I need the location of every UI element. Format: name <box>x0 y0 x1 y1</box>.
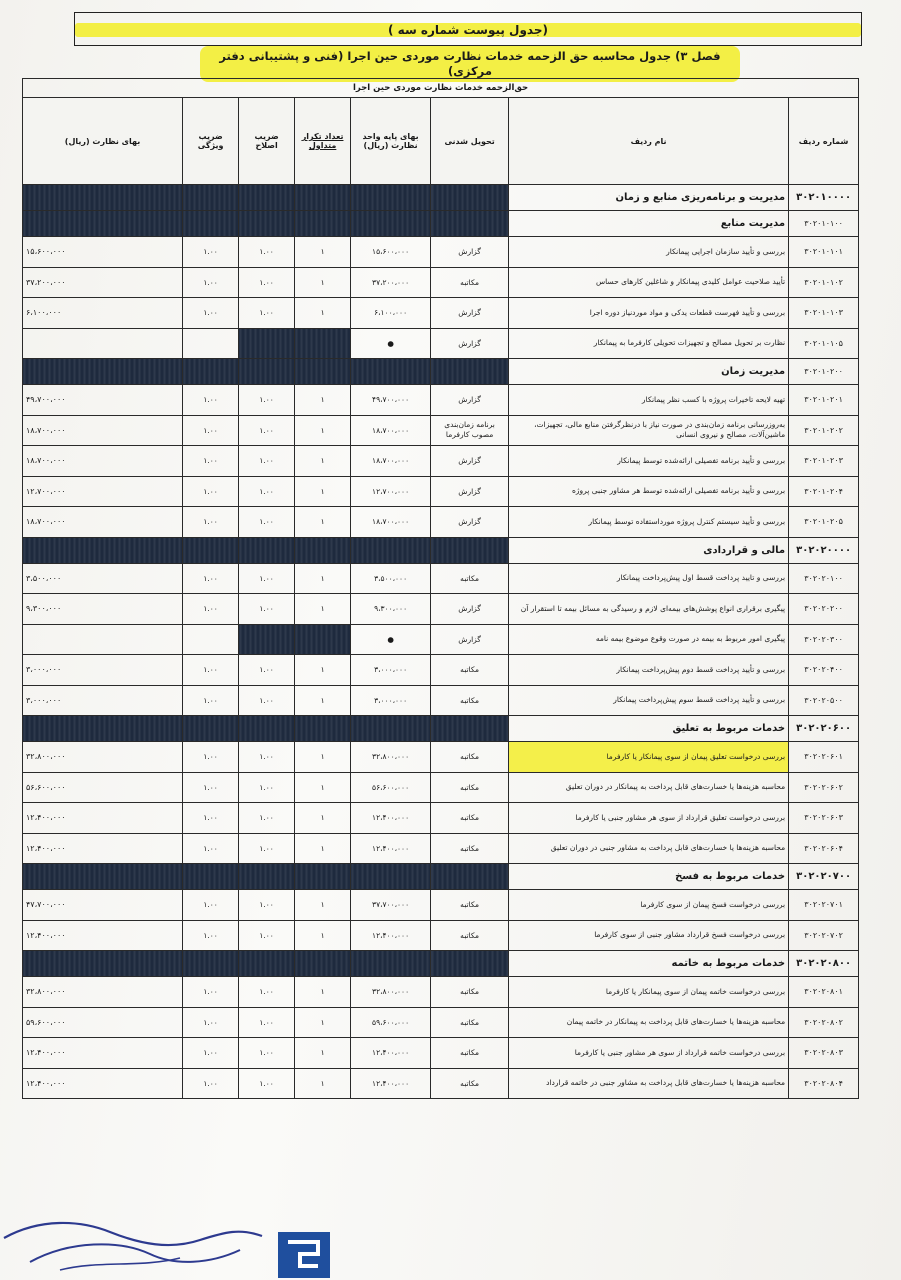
row-base-price: ۱۲،۴۰۰،۰۰۰ <box>351 833 431 864</box>
row-total: ۶،۱۰۰،۰۰۰ <box>23 298 183 329</box>
table-row <box>23 1068 859 1099</box>
row-special: ۱.۰۰ <box>183 655 239 686</box>
attachment-title: (جدول پیوست شماره سه ) <box>75 23 861 37</box>
shaded-cell <box>23 716 183 742</box>
row-repeat: ۱ <box>295 803 351 834</box>
row-code: ۳۰۲۰۱۰۲۰۱ <box>789 385 859 416</box>
row-total: ۳۲،۸۰۰،۰۰۰ <box>23 742 183 773</box>
table-row <box>23 446 859 477</box>
row-correction: ۱.۰۰ <box>239 446 295 477</box>
row-total: ۳،۵۰۰،۰۰۰ <box>23 563 183 594</box>
shaded-cell <box>239 211 295 237</box>
table-row <box>23 624 859 655</box>
attachment-title-box <box>74 12 862 46</box>
row-repeat: ۱ <box>295 385 351 416</box>
row-repeat: ۱ <box>295 977 351 1008</box>
shaded-cell <box>183 864 239 890</box>
row-repeat: ۱ <box>295 507 351 538</box>
table-row <box>23 1038 859 1069</box>
row-special: ۱.۰۰ <box>183 920 239 951</box>
row-code: ۳۰۲۰۲۰۰۰۰ <box>789 537 859 563</box>
row-base-price: ۱۲،۷۰۰،۰۰۰ <box>351 476 431 507</box>
table-row <box>23 977 859 1008</box>
row-code: ۳۰۲۰۲۰۸۰۴ <box>789 1068 859 1099</box>
section-row <box>23 185 859 211</box>
row-base-price: ۳۲،۸۰۰،۰۰۰ <box>351 742 431 773</box>
row-base-price: ۳۲،۸۰۰،۰۰۰ <box>351 977 431 1008</box>
table-row <box>23 267 859 298</box>
row-description: محاسبه هزینه‌ها یا خسارت‌های قابل پرداخت به مشاور جنبی در خاتمه قرارداد <box>509 1068 789 1099</box>
row-special: ۱.۰۰ <box>183 563 239 594</box>
row-code: ۳۰۲۰۱۰۲۰۴ <box>789 476 859 507</box>
row-code: ۳۰۲۰۲۰۸۰۰ <box>789 951 859 977</box>
row-correction: ۱.۰۰ <box>239 563 295 594</box>
chapter-title: فصل ۳) جدول محاسبه حق الزحمه خدمات نظارت موردی حین اجرا (فنی و پشتیبانی دفتر مرکزی) <box>200 46 740 82</box>
section-row <box>23 951 859 977</box>
row-description: محاسبه هزینه‌ها یا خسارت‌های قابل پرداخت به پیمانکار در دوران تعلیق <box>509 772 789 803</box>
subsection-title: مدیریت منابع <box>509 211 789 237</box>
row-special: ۱.۰۰ <box>183 385 239 416</box>
shaded-cell <box>239 624 295 655</box>
shaded-cell <box>431 185 509 211</box>
row-base-price: ۳۷،۲۰۰،۰۰۰ <box>351 267 431 298</box>
section-row <box>23 716 859 742</box>
row-description: محاسبه هزینه‌ها یا خسارت‌های قابل پرداخت به پیمانکار در خاتمه پیمان <box>509 1007 789 1038</box>
row-description: بەروزرسانی برنامه زمان‌بندی در صورت نیاز با درنظرگرفتن منابع مالی، تجهیزات، ماشین‌آلات، مصالح و نیروی انسانی <box>509 415 789 446</box>
table-row <box>23 563 859 594</box>
row-description: بررسی درخواست تعلیق پیمان از سوی پیمانکار یا کارفرما <box>509 742 789 773</box>
row-base-price: ۳،۰۰۰،۰۰۰ <box>351 685 431 716</box>
row-special: ۱.۰۰ <box>183 298 239 329</box>
shaded-cell <box>183 537 239 563</box>
shaded-cell <box>239 716 295 742</box>
row-special: ۱.۰۰ <box>183 446 239 477</box>
table-row <box>23 685 859 716</box>
row-code: ۳۰۲۰۲۰۶۰۴ <box>789 833 859 864</box>
table-row <box>23 655 859 686</box>
row-special: ۱.۰۰ <box>183 772 239 803</box>
row-description: تهیه لایحه تاخیرات پروژه با کسب نظر پیمانکار <box>509 385 789 416</box>
row-base-price: ۱۲،۴۰۰،۰۰۰ <box>351 920 431 951</box>
row-repeat: ۱ <box>295 476 351 507</box>
table-row <box>23 237 859 268</box>
col-special: ضریب ویژگی <box>183 98 239 185</box>
row-code: ۳۰۲۰۲۰۶۰۳ <box>789 803 859 834</box>
row-correction: ۱.۰۰ <box>239 415 295 446</box>
row-code: ۳۰۲۰۱۰۱۰۲ <box>789 267 859 298</box>
row-repeat: ۱ <box>295 594 351 625</box>
shaded-cell <box>183 359 239 385</box>
col-delivery: تحویل شدنی <box>431 98 509 185</box>
shaded-cell <box>431 211 509 237</box>
row-base-price: ۵۶،۶۰۰،۰۰۰ <box>351 772 431 803</box>
row-special: ۱.۰۰ <box>183 977 239 1008</box>
row-repeat: ۱ <box>295 237 351 268</box>
row-special: ۱.۰۰ <box>183 685 239 716</box>
shaded-cell <box>239 359 295 385</box>
row-special: ۱.۰۰ <box>183 415 239 446</box>
row-repeat: ۱ <box>295 655 351 686</box>
shaded-cell <box>239 328 295 359</box>
row-correction: ۱.۰۰ <box>239 1068 295 1099</box>
row-repeat: ۱ <box>295 267 351 298</box>
row-total: ۴۹،۷۰۰،۰۰۰ <box>23 385 183 416</box>
row-code: ۳۰۲۰۲۰۸۰۳ <box>789 1038 859 1069</box>
row-total: ۳۲،۸۰۰،۰۰۰ <box>23 977 183 1008</box>
shaded-cell <box>295 537 351 563</box>
table-row <box>23 890 859 921</box>
empty-cell <box>183 624 239 655</box>
row-bullet: ● <box>351 328 431 359</box>
signature-drawing <box>0 1210 270 1280</box>
row-total: ۱۲،۴۰۰،۰۰۰ <box>23 1068 183 1099</box>
table-row <box>23 507 859 538</box>
row-code: ۳۰۲۰۲۰۶۰۱ <box>789 742 859 773</box>
table-row <box>23 594 859 625</box>
empty-cell <box>183 328 239 359</box>
row-code: ۳۰۲۰۱۰۱۰۱ <box>789 237 859 268</box>
shaded-cell <box>239 537 295 563</box>
empty-cell <box>23 624 183 655</box>
shaded-cell <box>431 537 509 563</box>
row-total: ۹،۳۰۰،۰۰۰ <box>23 594 183 625</box>
row-deliverable: مکاتبه <box>431 803 509 834</box>
row-code: ۳۰۲۰۱۰۲۰۳ <box>789 446 859 477</box>
shaded-cell <box>351 864 431 890</box>
shaded-cell <box>239 951 295 977</box>
row-base-price: ۴۹،۷۰۰،۰۰۰ <box>351 385 431 416</box>
row-deliverable: گزارش <box>431 624 509 655</box>
row-code: ۳۰۲۰۲۰۷۰۱ <box>789 890 859 921</box>
row-special: ۱.۰۰ <box>183 890 239 921</box>
row-description: بررسی و تأیید برنامه تفصیلی ارائه‌شده توسط پیمانکار <box>509 446 789 477</box>
row-code: ۳۰۲۰۱۰۱۰۰ <box>789 211 859 237</box>
row-total: ۳،۰۰۰،۰۰۰ <box>23 685 183 716</box>
shaded-cell <box>295 951 351 977</box>
shaded-cell <box>295 624 351 655</box>
row-deliverable: مکاتبه <box>431 563 509 594</box>
row-repeat: ۱ <box>295 1068 351 1099</box>
row-code: ۳۰۲۰۲۰۸۰۲ <box>789 1007 859 1038</box>
row-correction: ۱.۰۰ <box>239 476 295 507</box>
row-correction: ۱.۰۰ <box>239 803 295 834</box>
row-description: بررسی و تایید پرداخت قسط اول پیش‌پرداخت پیمانکار <box>509 563 789 594</box>
table-row <box>23 742 859 773</box>
row-total: ۱۲،۴۰۰،۰۰۰ <box>23 1038 183 1069</box>
table-header-row <box>23 98 859 185</box>
row-base-price: ۱۵،۶۰۰،۰۰۰ <box>351 237 431 268</box>
row-code: ۳۰۲۰۲۰۱۰۰ <box>789 563 859 594</box>
section-title: مالی و قراردادی <box>509 537 789 563</box>
row-deliverable: گزارش <box>431 507 509 538</box>
row-total: ۵۶،۶۰۰،۰۰۰ <box>23 772 183 803</box>
row-total: ۱۸،۷۰۰،۰۰۰ <box>23 415 183 446</box>
row-description: پیگیری برقراری انواع پوشش‌های بیمه‌ای لازم و رسیدگی به مسائل بیمه تا استقرار آن <box>509 594 789 625</box>
table-row <box>23 920 859 951</box>
col-repeat: تعداد تکرار متداول <box>295 98 351 185</box>
row-special: ۱.۰۰ <box>183 1038 239 1069</box>
shaded-cell <box>239 185 295 211</box>
shaded-cell <box>351 951 431 977</box>
row-description: بررسی درخواست فسخ پیمان از سوی کارفرما <box>509 890 789 921</box>
row-correction: ۱.۰۰ <box>239 1007 295 1038</box>
row-description: بررسی و تأیید سیستم کنترل پروژه مورداستفاده توسط پیمانکار <box>509 507 789 538</box>
col-row-name: نام ردیف <box>509 98 789 185</box>
table-row <box>23 772 859 803</box>
row-repeat: ۱ <box>295 415 351 446</box>
row-repeat: ۱ <box>295 772 351 803</box>
shaded-cell <box>431 864 509 890</box>
row-deliverable: مکاتبه <box>431 1007 509 1038</box>
row-deliverable: مکاتبه <box>431 742 509 773</box>
row-code: ۳۰۲۰۱۰۲۰۲ <box>789 415 859 446</box>
shaded-cell <box>431 716 509 742</box>
row-special: ۱.۰۰ <box>183 594 239 625</box>
col-total: بهای نظارت (ریال) <box>23 98 183 185</box>
row-bullet: ● <box>351 624 431 655</box>
row-correction: ۱.۰۰ <box>239 920 295 951</box>
shaded-cell <box>351 359 431 385</box>
row-code: ۳۰۲۰۱۰۲۰۵ <box>789 507 859 538</box>
subsection-title: مدیریت زمان <box>509 359 789 385</box>
shaded-cell <box>23 537 183 563</box>
row-description: تأیید صلاحیت عوامل کلیدی پیمانکار و شاغلین کارهای حساس <box>509 267 789 298</box>
row-base-price: ۱۸،۷۰۰،۰۰۰ <box>351 415 431 446</box>
row-correction: ۱.۰۰ <box>239 267 295 298</box>
row-correction: ۱.۰۰ <box>239 507 295 538</box>
row-total: ۳،۰۰۰،۰۰۰ <box>23 655 183 686</box>
row-correction: ۱.۰۰ <box>239 977 295 1008</box>
shaded-cell <box>351 537 431 563</box>
row-base-price: ۱۸،۷۰۰،۰۰۰ <box>351 446 431 477</box>
empty-cell <box>23 328 183 359</box>
row-code: ۳۰۲۰۱۰۰۰۰ <box>789 185 859 211</box>
row-base-price: ۵۹،۶۰۰،۰۰۰ <box>351 1007 431 1038</box>
shaded-cell <box>183 716 239 742</box>
row-deliverable: گزارش <box>431 446 509 477</box>
shaded-cell <box>295 359 351 385</box>
row-deliverable: گزارش <box>431 298 509 329</box>
row-base-price: ۳،۰۰۰،۰۰۰ <box>351 655 431 686</box>
row-repeat: ۱ <box>295 685 351 716</box>
row-base-price: ۶،۱۰۰،۰۰۰ <box>351 298 431 329</box>
row-correction: ۱.۰۰ <box>239 1038 295 1069</box>
row-base-price: ۱۲،۴۰۰،۰۰۰ <box>351 1068 431 1099</box>
row-special: ۱.۰۰ <box>183 833 239 864</box>
row-deliverable: مکاتبه <box>431 1068 509 1099</box>
row-base-price: ۹،۳۰۰،۰۰۰ <box>351 594 431 625</box>
shaded-cell <box>183 211 239 237</box>
row-deliverable: گزارش <box>431 594 509 625</box>
row-deliverable: برنامه زمان‌بندی مصوب کارفرما <box>431 415 509 446</box>
shaded-cell <box>183 951 239 977</box>
shaded-cell <box>23 359 183 385</box>
row-deliverable: گزارش <box>431 476 509 507</box>
row-total: ۱۲،۴۰۰،۰۰۰ <box>23 803 183 834</box>
row-description: محاسبه هزینه‌ها یا خسارت‌های قابل پرداخت به مشاور جنبی در دوران تعلیق <box>509 833 789 864</box>
row-description: بررسی و تأیید پرداخت قسط دوم پیش‌پرداخت پیمانکار <box>509 655 789 686</box>
row-deliverable: مکاتبه <box>431 920 509 951</box>
row-repeat: ۱ <box>295 742 351 773</box>
row-deliverable: گزارش <box>431 385 509 416</box>
section-row <box>23 864 859 890</box>
row-correction: ۱.۰۰ <box>239 685 295 716</box>
row-base-price: ۳،۵۰۰،۰۰۰ <box>351 563 431 594</box>
row-code: ۳۰۲۰۲۰۷۰۰ <box>789 864 859 890</box>
section-title: خدمات مربوط به خاتمه <box>509 951 789 977</box>
shaded-cell <box>23 211 183 237</box>
row-repeat: ۱ <box>295 920 351 951</box>
shaded-cell <box>23 185 183 211</box>
row-description: بررسی و تأیید برنامه تفصیلی ارائه‌شده توسط هر مشاور جنبی پروژه <box>509 476 789 507</box>
row-total: ۱۲،۴۰۰،۰۰۰ <box>23 833 183 864</box>
row-total: ۱۸،۷۰۰،۰۰۰ <box>23 507 183 538</box>
table-row <box>23 476 859 507</box>
row-repeat: ۱ <box>295 446 351 477</box>
row-description: بررسی درخواست تعلیق قرارداد از سوی هر مشاور جنبی یا کارفرما <box>509 803 789 834</box>
row-special: ۱.۰۰ <box>183 267 239 298</box>
table-row <box>23 1007 859 1038</box>
fee-table <box>22 78 859 1099</box>
section-title: خدمات مربوط به تعلیق <box>509 716 789 742</box>
row-correction: ۱.۰۰ <box>239 890 295 921</box>
row-repeat: ۱ <box>295 833 351 864</box>
row-code: ۳۰۲۰۲۰۵۰۰ <box>789 685 859 716</box>
row-code: ۳۰۲۰۱۰۱۰۳ <box>789 298 859 329</box>
chapter-title-wrap <box>200 46 740 82</box>
shaded-cell <box>183 185 239 211</box>
row-repeat: ۱ <box>295 1038 351 1069</box>
row-total: ۱۸،۷۰۰،۰۰۰ <box>23 446 183 477</box>
row-description: بررسی درخواست خاتمه قرارداد از سوی هر مشاور جنبی یا کارفرما <box>509 1038 789 1069</box>
shaded-cell <box>23 864 183 890</box>
row-special: ۱.۰۰ <box>183 237 239 268</box>
row-deliverable: مکاتبه <box>431 890 509 921</box>
row-description: بررسی و تأیید فهرست قطعات یدکی و مواد موردنیاز دوره اجرا <box>509 298 789 329</box>
section-title: مدیریت و برنامه‌ریزی منابع و زمان <box>509 185 789 211</box>
row-description: پیگیری امور مربوط به بیمه در صورت وقوع موضوع بیمه نامه <box>509 624 789 655</box>
row-correction: ۱.۰۰ <box>239 385 295 416</box>
row-base-price: ۳۷،۷۰۰،۰۰۰ <box>351 890 431 921</box>
section-title: خدمات مربوط به فسخ <box>509 864 789 890</box>
shaded-cell <box>295 328 351 359</box>
table-row <box>23 328 859 359</box>
row-repeat: ۱ <box>295 298 351 329</box>
row-description: بررسی و تأیید پرداخت قسط سوم پیش‌پرداخت پیمانکار <box>509 685 789 716</box>
shaded-cell <box>351 185 431 211</box>
row-deliverable: مکاتبه <box>431 1038 509 1069</box>
row-deliverable: مکاتبه <box>431 772 509 803</box>
row-correction: ۱.۰۰ <box>239 594 295 625</box>
section-row <box>23 537 859 563</box>
row-base-price: ۱۲،۴۰۰،۰۰۰ <box>351 803 431 834</box>
col-base-price: بهای پایه واحد نظارت (ریال) <box>351 98 431 185</box>
subsection-row <box>23 359 859 385</box>
row-description: بررسی درخواست خاتمه پیمان از سوی پیمانکار یا کارفرما <box>509 977 789 1008</box>
row-repeat: ۱ <box>295 563 351 594</box>
row-total: ۱۵،۶۰۰،۰۰۰ <box>23 237 183 268</box>
row-base-price: ۱۸،۷۰۰،۰۰۰ <box>351 507 431 538</box>
row-total: ۱۲،۴۰۰،۰۰۰ <box>23 920 183 951</box>
row-repeat: ۱ <box>295 890 351 921</box>
row-total: ۵۹،۶۰۰،۰۰۰ <box>23 1007 183 1038</box>
shaded-cell <box>239 864 295 890</box>
shaded-cell <box>351 716 431 742</box>
shaded-cell <box>295 185 351 211</box>
row-special: ۱.۰۰ <box>183 1007 239 1038</box>
table-row <box>23 803 859 834</box>
row-special: ۱.۰۰ <box>183 1068 239 1099</box>
row-code: ۳۰۲۰۲۰۳۰۰ <box>789 624 859 655</box>
row-base-price: ۱۲،۴۰۰،۰۰۰ <box>351 1038 431 1069</box>
shaded-cell <box>351 211 431 237</box>
row-correction: ۱.۰۰ <box>239 655 295 686</box>
row-deliverable: گزارش <box>431 237 509 268</box>
row-deliverable: مکاتبه <box>431 833 509 864</box>
table-caption: حق‌الزحمه خدمات نظارت موردی حین اجرا <box>23 79 859 98</box>
shaded-cell <box>431 951 509 977</box>
row-code: ۳۰۲۰۲۰۲۰۰ <box>789 594 859 625</box>
shaded-cell <box>23 951 183 977</box>
row-description: بررسی درخواست فسخ قرارداد مشاور جنبی از سوی کارفرما <box>509 920 789 951</box>
row-code: ۳۰۲۰۱۰۲۰۰ <box>789 359 859 385</box>
row-deliverable: مکاتبه <box>431 685 509 716</box>
row-repeat: ۱ <box>295 1007 351 1038</box>
row-total: ۴۷،۷۰۰،۰۰۰ <box>23 890 183 921</box>
table-row <box>23 833 859 864</box>
row-special: ۱.۰۰ <box>183 476 239 507</box>
row-description: نظارت بر تحویل مصالح و تجهیزات تحویلی کارفرما به پیمانکار <box>509 328 789 359</box>
row-special: ۱.۰۰ <box>183 803 239 834</box>
row-code: ۳۰۲۰۱۰۱۰۵ <box>789 328 859 359</box>
row-correction: ۱.۰۰ <box>239 237 295 268</box>
row-correction: ۱.۰۰ <box>239 772 295 803</box>
row-correction: ۱.۰۰ <box>239 742 295 773</box>
row-deliverable: گزارش <box>431 328 509 359</box>
subsection-row <box>23 211 859 237</box>
table-row <box>23 415 859 446</box>
table-row <box>23 385 859 416</box>
row-code: ۳۰۲۰۲۰۶۰۰ <box>789 716 859 742</box>
row-code: ۳۰۲۰۲۰۷۰۲ <box>789 920 859 951</box>
row-deliverable: مکاتبه <box>431 655 509 686</box>
table-caption-row <box>23 79 859 98</box>
col-row-no: شماره ردیف <box>789 98 859 185</box>
row-correction: ۱.۰۰ <box>239 833 295 864</box>
row-special: ۱.۰۰ <box>183 742 239 773</box>
row-deliverable: مکاتبه <box>431 267 509 298</box>
row-correction: ۱.۰۰ <box>239 298 295 329</box>
col-correction: ضریب اصلاح <box>239 98 295 185</box>
row-code: ۳۰۲۰۲۰۴۰۰ <box>789 655 859 686</box>
row-deliverable: مکاتبه <box>431 977 509 1008</box>
row-total: ۳۷،۲۰۰،۰۰۰ <box>23 267 183 298</box>
org-logo-icon <box>278 1232 330 1278</box>
table-row <box>23 298 859 329</box>
row-description: بررسی و تأیید سازمان اجرایی پیمانکار <box>509 237 789 268</box>
shaded-cell <box>295 716 351 742</box>
row-code: ۳۰۲۰۲۰۶۰۲ <box>789 772 859 803</box>
shaded-cell <box>295 864 351 890</box>
row-total: ۱۲،۷۰۰،۰۰۰ <box>23 476 183 507</box>
shaded-cell <box>295 211 351 237</box>
row-code: ۳۰۲۰۲۰۸۰۱ <box>789 977 859 1008</box>
shaded-cell <box>431 359 509 385</box>
row-special: ۱.۰۰ <box>183 507 239 538</box>
